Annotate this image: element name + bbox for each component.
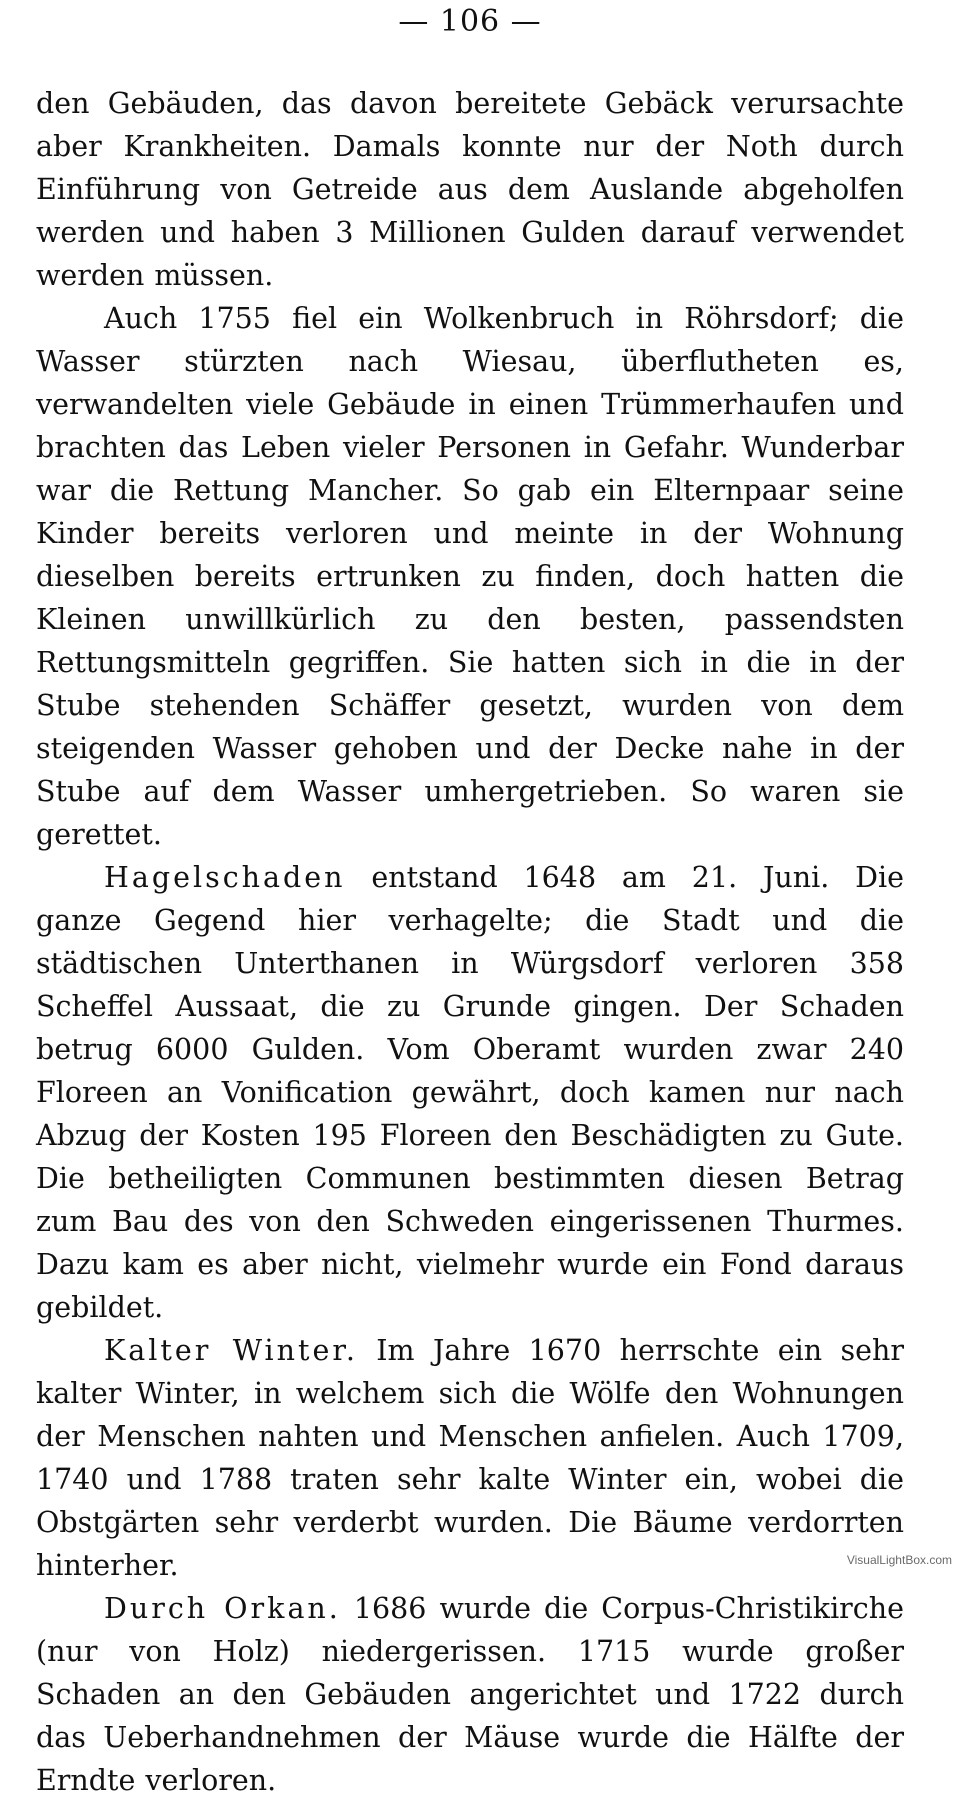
section-heading: Durch Orkan. xyxy=(104,1592,341,1625)
paragraph-text: Im Jahre 1670 herrschte ein sehr kalter Winter, in welchem sich die Wölfe den Wohnungen der Menschen nahten und Menschen anfielen. Auch 1709, 1740 und 1788 traten sehr kalte Winter ein, wobei die Obstgärten sehr verderbt wurden. Die Bäume verdorrten hinterher. xyxy=(36,1334,904,1582)
paragraph-hurricane xyxy=(36,1587,904,1802)
section-heading: Kalter Winter. xyxy=(104,1334,358,1367)
paragraph-cloudburst xyxy=(36,297,904,856)
paragraph-text: entstand 1648 am 21. Juni. Die ganze Gegend hier verhagelte; die Stadt und die städtischen Unterthanen in Würgsdorf verloren 358 Scheffel Aussaat, die zu Grunde gingen. Der Schaden betrug 6000 Gulden. Vom Oberamt wurden zwar 240 Floreen an Vonification gewährt, doch kamen nur nach Abzug der Kosten 195 Floreen den Beschädigten zu Gute. Die betheiligten Communen bestimmten diesen Betrag zum Bau des von den Schweden eingerissenen Thurmes. Dazu kam es aber nicht, vielmehr wurde ein Fond daraus gebildet. xyxy=(36,861,904,1324)
paragraph-cold-winter xyxy=(36,1329,904,1587)
paragraph-continuation xyxy=(36,82,904,297)
body-text xyxy=(36,82,904,1802)
paragraph-text: Auch 1755 fiel ein Wolkenbruch in Röhrsdorf; die Wasser stürzten nach Wiesau, überflutheten es, verwandelten viele Gebäude in einen Trümmerhaufen und brachten das Leben vieler Personen in Gefahr. Wunderbar war die Rettung Mancher. So gab ein Elternpaar seine Kinder bereits verloren und meinte in der Wohnung dieselben bereits ertrunken zu finden, doch hatten die Kleinen unwillkürlich zu den besten, passendsten Rettungsmitteln gegriffen. Sie hatten sich in die in der Stube stehenden Schäffer gesetzt, wurden von dem steigenden Wasser gehoben und der Decke nahe in der Stube auf dem Wasser umhergetrieben. So waren sie gerettet. xyxy=(36,302,904,851)
section-heading: Hagelschaden xyxy=(104,861,346,894)
paragraph-text: den Gebäuden, das davon bereitete Gebäck verursachte aber Krankheiten. Damals konnte nur der Noth durch Einführung von Getreide aus dem Auslande abgeholfen werden und haben 3 Millionen Gulden darauf verwendet werden müssen. xyxy=(36,87,904,292)
paragraph-text: 1686 wurde die Corpus-Christikirche (nur von Holz) niedergerissen. 1715 wurde großer Schaden an den Gebäuden angerichtet und 1722 durch das Ueberhandnehmen der Mäuse wurde die Hälfte der Erndte verloren. xyxy=(36,1592,904,1797)
book-page xyxy=(36,0,904,1797)
paragraph-hail-damage xyxy=(36,856,904,1329)
page-number: — 106 — xyxy=(398,4,542,39)
watermark: VisualLightBox.com xyxy=(846,1553,952,1567)
